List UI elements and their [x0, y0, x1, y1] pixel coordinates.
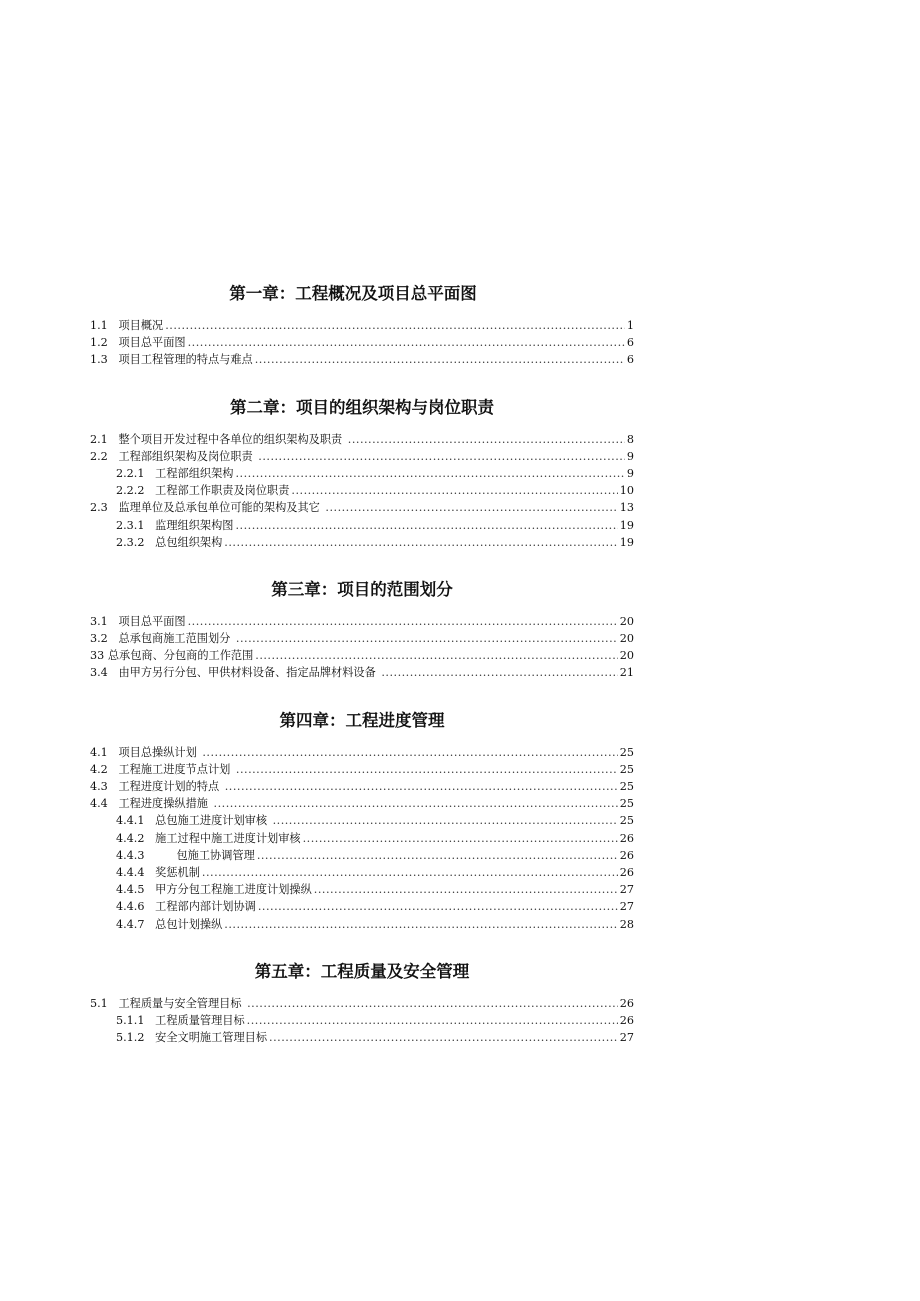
dot-leader — [325, 499, 617, 516]
entry-number: 5.1.1 — [116, 1013, 145, 1027]
dot-leader — [314, 881, 618, 898]
toc-entry[interactable] — [90, 317, 634, 334]
entry-title: 工程进度操纵措施 — [118, 797, 212, 811]
dot-leader — [202, 864, 618, 881]
entry-spacer — [144, 517, 155, 534]
toc-entry[interactable] — [90, 448, 634, 465]
chapter-section — [90, 710, 634, 933]
toc-entry[interactable] — [90, 847, 634, 864]
entry-page-number: 20 — [619, 649, 634, 663]
toc-entry[interactable] — [90, 744, 634, 761]
chapter-section — [90, 961, 634, 1047]
entry-number: 4.4.3 — [116, 848, 145, 862]
entry-page-number: 25 — [619, 762, 634, 776]
entry-number: 4.4.2 — [116, 831, 145, 845]
toc-entry[interactable] — [90, 334, 634, 351]
toc-entry-list — [90, 995, 634, 1047]
toc-entry[interactable] — [90, 465, 634, 482]
entry-title: 由甲方另行分包、甲供材料设备、指定品牌材料设备 — [118, 666, 380, 680]
dot-leader — [291, 482, 617, 499]
toc-entry[interactable] — [90, 664, 634, 681]
toc-entry[interactable] — [90, 830, 634, 847]
entry-title: 安全文明施工管理目标 — [155, 1031, 268, 1045]
entry-page-number: 25 — [619, 745, 634, 759]
entry-number: 4.2 — [90, 762, 108, 776]
toc-entry[interactable] — [90, 517, 634, 534]
chapter-section — [90, 579, 634, 682]
chapter-section — [90, 397, 634, 551]
table-of-contents — [90, 283, 634, 1074]
toc-entry[interactable] — [90, 881, 634, 898]
entry-page-number: 27 — [619, 883, 634, 897]
entry-title: 项目总平面图 — [118, 336, 186, 350]
entry-spacer — [144, 465, 155, 482]
entry-title: 奖惩机制 — [155, 865, 200, 879]
entry-title: 工程进度计划的特点 — [118, 780, 223, 793]
entry-spacer — [144, 812, 155, 829]
entry-page-number: 26 — [619, 996, 634, 1010]
entry-spacer — [144, 482, 155, 499]
entry-page-number: 6 — [626, 336, 634, 350]
entry-title: 总承包商施工范围划分 — [118, 632, 234, 646]
entry-number: 4.4.7 — [116, 917, 145, 931]
dot-leader — [255, 351, 625, 368]
entry-title: 工程质量管理目标 — [155, 1013, 245, 1027]
entry-number: 4.1 — [90, 745, 108, 759]
entry-title: 总包计划操纵 — [155, 917, 223, 931]
entry-spacer — [144, 534, 155, 551]
entry-number: 5.1.2 — [116, 1031, 145, 1045]
toc-entry[interactable] — [90, 1012, 634, 1029]
entry-spacer — [108, 664, 119, 681]
entry-number: 2.2.1 — [116, 466, 145, 480]
toc-entry[interactable] — [90, 630, 634, 647]
toc-entry[interactable] — [90, 898, 634, 915]
entry-page-number: 26 — [619, 1013, 634, 1027]
entry-spacer — [144, 864, 155, 881]
entry-page-number: 9 — [626, 449, 634, 463]
entry-title: 包施工协调管理 — [176, 848, 255, 862]
entry-number: 4.4.1 — [116, 814, 145, 828]
entry-number: 1.1 — [90, 319, 108, 332]
entry-title: 监理单位及总承包单位可能的架构及其它 — [118, 501, 324, 515]
entry-page-number: 25 — [619, 814, 634, 828]
dot-leader — [165, 317, 625, 334]
dot-leader — [247, 995, 618, 1012]
entry-spacer — [108, 499, 119, 516]
entry-page-number: 19 — [619, 535, 634, 549]
entry-page-number: 21 — [619, 666, 634, 680]
entry-title: 工程施工进度节点计划 — [118, 762, 234, 776]
entry-page-number: 26 — [619, 848, 634, 862]
entry-page-number: 13 — [619, 501, 634, 515]
toc-entry[interactable] — [90, 864, 634, 881]
entry-title: 整个项目开发过程中各单位的组织架构及职责 — [118, 432, 346, 446]
entry-title: 工程部组织架构及岗位职责 — [118, 449, 257, 463]
toc-entry-list — [90, 744, 634, 933]
dot-leader — [381, 664, 617, 681]
toc-entry[interactable] — [90, 647, 634, 664]
entry-title: 施工过程中施工进度计划审核 — [155, 831, 301, 845]
entry-page-number: 25 — [619, 780, 634, 793]
entry-number: 33 — [90, 649, 105, 663]
entry-spacer — [108, 744, 119, 761]
entry-title: 项目工程管理的特点与难点 — [118, 353, 253, 367]
entry-number: 1.3 — [90, 353, 108, 367]
dot-leader — [235, 465, 624, 482]
entry-number: 5.1 — [90, 996, 108, 1010]
entry-spacer — [108, 431, 119, 448]
chapter-title: 第二章：项目的组织架构与岗位职责 — [230, 397, 494, 417]
chapter-title: 第四章：工程进度管理 — [279, 710, 445, 730]
entry-spacer — [144, 830, 155, 847]
entry-title: 项目总操纵计划 — [118, 745, 201, 759]
entry-number: 2.2 — [90, 449, 108, 463]
chapter-section — [90, 283, 634, 369]
entry-number: 3.2 — [90, 632, 108, 646]
entry-page-number: 6 — [626, 353, 634, 367]
entry-spacer — [144, 898, 155, 915]
toc-entry[interactable] — [90, 499, 634, 516]
toc-entry[interactable] — [90, 995, 634, 1012]
dot-leader — [258, 448, 625, 465]
entry-number: 4.4.5 — [116, 883, 145, 897]
toc-entry[interactable] — [90, 795, 634, 812]
toc-entry[interactable] — [90, 1029, 634, 1046]
toc-entry[interactable] — [90, 613, 634, 630]
toc-entry-list — [90, 431, 634, 551]
dot-leader — [247, 1012, 618, 1029]
entry-spacer — [108, 778, 119, 795]
entry-number: 1.2 — [90, 336, 108, 350]
entry-number: 4.4.4 — [116, 865, 145, 879]
entry-title: 工程部工作职责及岗位职责 — [155, 484, 290, 498]
entry-page-number: 20 — [619, 632, 634, 646]
entry-number: 4.4 — [90, 797, 108, 811]
entry-spacer — [144, 847, 176, 864]
dot-leader — [188, 334, 625, 351]
dot-leader — [188, 613, 618, 630]
entry-title: 总包施工进度计划审核 — [155, 814, 271, 828]
entry-page-number: 27 — [619, 900, 634, 914]
entry-page-number: 1 — [626, 319, 634, 332]
dot-leader — [214, 795, 618, 812]
entry-title: 项目概况 — [118, 319, 164, 332]
entry-page-number: 10 — [619, 484, 634, 498]
entry-number: 2.1 — [90, 432, 108, 446]
entry-spacer — [108, 795, 119, 812]
toc-entry[interactable] — [90, 761, 634, 778]
toc-entry[interactable] — [90, 534, 634, 551]
entry-page-number: 26 — [619, 831, 634, 845]
entry-number: 2.3 — [90, 501, 108, 515]
entry-spacer — [108, 630, 119, 647]
entry-title: 总包组织架构 — [155, 535, 223, 549]
dot-leader — [257, 847, 618, 864]
dot-leader — [273, 812, 618, 829]
toc-entry[interactable] — [90, 778, 634, 795]
entry-number: 2.2.2 — [116, 484, 145, 498]
dot-leader — [348, 431, 625, 448]
entry-number: 3.1 — [90, 614, 108, 628]
dot-leader — [236, 630, 618, 647]
entry-page-number: 20 — [619, 614, 634, 628]
entry-spacer — [108, 613, 119, 630]
entry-page-number: 26 — [619, 865, 634, 879]
toc-entry[interactable] — [90, 431, 634, 448]
entry-number: 2.3.1 — [116, 518, 145, 532]
entry-number: 4.4.6 — [116, 900, 145, 914]
entry-title: 项目总平面图 — [118, 614, 186, 628]
entry-title: 总承包商、分包商的工作范围 — [107, 649, 254, 663]
dot-leader — [224, 916, 617, 933]
dot-leader — [225, 778, 618, 795]
entry-page-number: 9 — [626, 466, 634, 480]
dot-leader — [202, 744, 617, 761]
entry-title: 工程部内部计划协调 — [155, 900, 256, 914]
dot-leader — [224, 534, 617, 551]
entry-spacer — [108, 351, 119, 368]
entry-spacer — [144, 1029, 155, 1046]
entry-spacer — [108, 761, 119, 778]
entry-number: 4.3 — [90, 780, 108, 793]
entry-page-number: 8 — [626, 432, 634, 446]
entry-title: 监理组织架构图 — [155, 518, 234, 532]
entry-page-number: 25 — [619, 797, 634, 811]
dot-leader — [236, 761, 618, 778]
toc-entry[interactable] — [90, 482, 634, 499]
toc-entry-list — [90, 613, 634, 682]
entry-number: 2.3.2 — [116, 535, 145, 549]
entry-spacer — [108, 334, 119, 351]
entry-title: 甲方分包工程施工进度计划操纵 — [155, 883, 312, 897]
dot-leader — [303, 830, 618, 847]
toc-entry[interactable] — [90, 351, 634, 368]
chapter-title: 第三章：项目的范围划分 — [271, 579, 453, 599]
chapter-title: 第五章：工程质量及安全管理 — [254, 961, 470, 981]
entry-spacer — [108, 317, 119, 334]
entry-spacer — [144, 916, 155, 933]
chapter-title: 第一章：工程概况及项目总平面图 — [229, 284, 477, 303]
toc-entry-list — [90, 317, 634, 369]
entry-page-number: 28 — [619, 917, 634, 931]
entry-spacer — [108, 448, 119, 465]
entry-spacer — [144, 881, 155, 898]
dot-leader — [269, 1029, 618, 1046]
entry-title: 工程部组织架构 — [155, 466, 234, 480]
toc-entry[interactable] — [90, 812, 634, 829]
entry-page-number: 19 — [619, 518, 634, 532]
entry-spacer — [144, 1012, 155, 1029]
dot-leader — [255, 647, 617, 664]
entry-page-number: 27 — [619, 1031, 634, 1045]
entry-number: 3.4 — [90, 666, 108, 680]
entry-title: 工程质量与安全管理目标 — [118, 996, 246, 1010]
dot-leader — [235, 517, 617, 534]
toc-entry[interactable] — [90, 916, 634, 933]
entry-spacer — [108, 995, 119, 1012]
dot-leader — [258, 898, 618, 915]
